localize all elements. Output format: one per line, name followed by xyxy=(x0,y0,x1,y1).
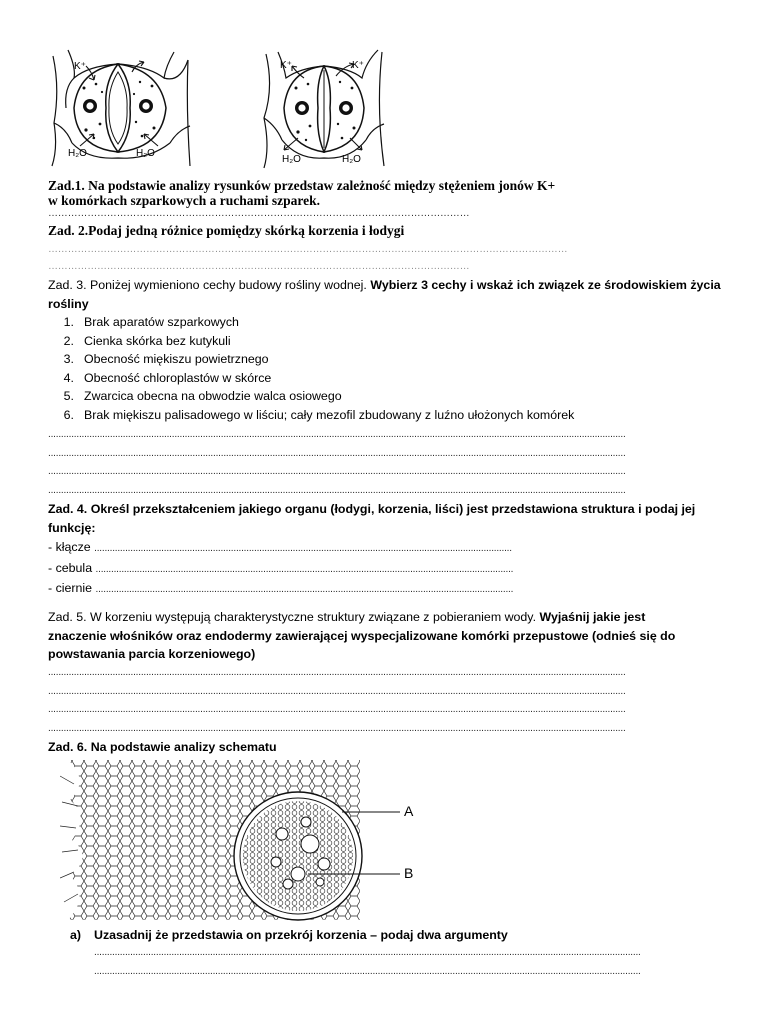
list-item: - kłącze .................................................................................................................................................................. xyxy=(48,540,512,554)
task-3-answer-area xyxy=(48,426,718,500)
task-1-line-2: w komórkach szparkowych a ruchami szparek. xyxy=(48,193,321,208)
potassium-label-right: K⁺ xyxy=(352,60,364,71)
list-item: - ciernie .................................................................................................................................................................. xyxy=(48,581,514,596)
stomata-figure-right xyxy=(258,48,390,170)
task-5-line-3: powstawania parcia korzeniowego) xyxy=(48,647,256,661)
task-5-line-2: znaczenie włośników oraz endodermy zawierającej wyspecjalizowane komórki przepustowe (odnieś się do xyxy=(48,628,676,643)
task-4-line-2: funkcję: xyxy=(48,520,96,535)
answer-line[interactable]: ................................................................................................................................................................................................................................ xyxy=(48,447,626,459)
task-5-instruction: Wyjaśnij jakie jest xyxy=(539,610,646,624)
task-6a-marker: a) xyxy=(70,928,82,942)
water-label-right: H₂O xyxy=(342,154,361,165)
water-label-left: H₂O xyxy=(282,154,301,165)
list-item: - cebula .................................................................................................................................................................. xyxy=(48,560,514,575)
answer-line[interactable]: ................................................................................................................................................................................................................................ xyxy=(48,484,626,496)
task-4-heading xyxy=(48,500,728,537)
answer-line[interactable]: ................................................................................................................................................................................................................................ xyxy=(48,429,626,440)
task-1-line-1: Zad.1. Na podstawie analizy rysunków przedstaw zależność między stężeniem jonów K+ xyxy=(48,178,556,193)
answer-line[interactable]: ................................................................................................................................................................................................................................ xyxy=(48,722,626,734)
potassium-label-left: K⁺ xyxy=(280,60,292,71)
task-6a-answer-area xyxy=(94,944,718,981)
answer-line[interactable]: .................................................................................................................................................................. xyxy=(95,563,514,575)
label-a: A xyxy=(404,803,414,819)
list-item: 3. Obecność miękiszu powietrznego xyxy=(63,352,269,366)
list-item: 1. Brak aparatów szparkowych xyxy=(63,315,239,329)
answer-line[interactable]: ................................................................................................................................................................................................................................ xyxy=(48,466,626,478)
task-3-instruction: Wybierz 3 cechy i wskaż ich związek ze środowiskiem życia rośliny xyxy=(48,278,721,311)
answer-line[interactable]: .................................................................................................................................................................................................................... xyxy=(94,947,641,958)
task-5-heading xyxy=(48,608,728,664)
list-item: 5. Zwarcica obecna na obwodzie walca osiowego xyxy=(63,389,342,403)
list-item: 6. Brak miękiszu palisadowego w liściu; cały mezofil zbudowany z luźno ułożonych komórek xyxy=(63,407,575,422)
answer-line[interactable]: .................................................................................................................................................................................................................... xyxy=(94,965,641,977)
answer-line[interactable]: ................................................................................................................................................................................................................................ xyxy=(48,704,626,716)
answer-line-task-2[interactable]: …………………………………………………………………………………………………………………………………………… xyxy=(48,244,568,255)
task-2-heading: Zad. 2.Podaj jedną różnice pomiędzy skórką korzenia i łodygi xyxy=(48,223,405,238)
answer-line[interactable]: .................................................................................................................................................................. xyxy=(95,584,514,596)
task-5-answer-area xyxy=(48,664,718,738)
root-cross-section-diagram xyxy=(60,756,430,924)
water-label-left: H₂O xyxy=(68,148,87,159)
list-item: 2. Cienka skórka bez kutykuli xyxy=(63,333,231,348)
task-4-line-1: Zad. 4. Określ przekształceniem jakiego organu (łodygi, korzenia, liści) jest przedstawiona struktura i podaj jej xyxy=(48,502,696,516)
task-3 xyxy=(48,276,728,424)
task-1 xyxy=(48,178,728,208)
answer-line[interactable]: .................................................................................................................................................................. xyxy=(94,543,512,554)
list-item: 4. Obecność chloroplastów w skórce xyxy=(63,370,272,385)
feature-list xyxy=(48,313,728,424)
task-6-heading: Zad. 6. Na podstawie analizy schematu xyxy=(48,740,277,754)
task-5-intro: Zad. 5. W korzeniu występują charakterystyczne struktury związane z pobieraniem wody. xyxy=(48,610,537,624)
task-3-intro: Zad. 3. Poniżej wymieniono cechy budowy rośliny wodnej. xyxy=(48,278,367,292)
task-6a-text: Uzasadnij że przedstawia on przekrój korzenia – podaj dwa argumenty xyxy=(94,928,508,942)
task-4-items xyxy=(48,538,668,600)
potassium-label: K⁺ xyxy=(74,61,86,72)
answer-line[interactable]: ................................................................................................................................................................................................................................ xyxy=(48,667,626,678)
task-6a xyxy=(70,926,720,945)
water-label-right: H₂O xyxy=(136,148,155,159)
answer-line[interactable]: ................................................................................................................................................................................................................................ xyxy=(48,685,626,697)
stomata-figure-left xyxy=(48,48,194,170)
label-b: B xyxy=(404,865,414,881)
answer-line-task-2[interactable]: ………………………………………………………………………………………………………………… xyxy=(48,261,470,272)
task-3-heading xyxy=(48,276,728,313)
answer-line-task-1[interactable]: ………………………………………………………………………………………………………………… xyxy=(48,208,470,219)
